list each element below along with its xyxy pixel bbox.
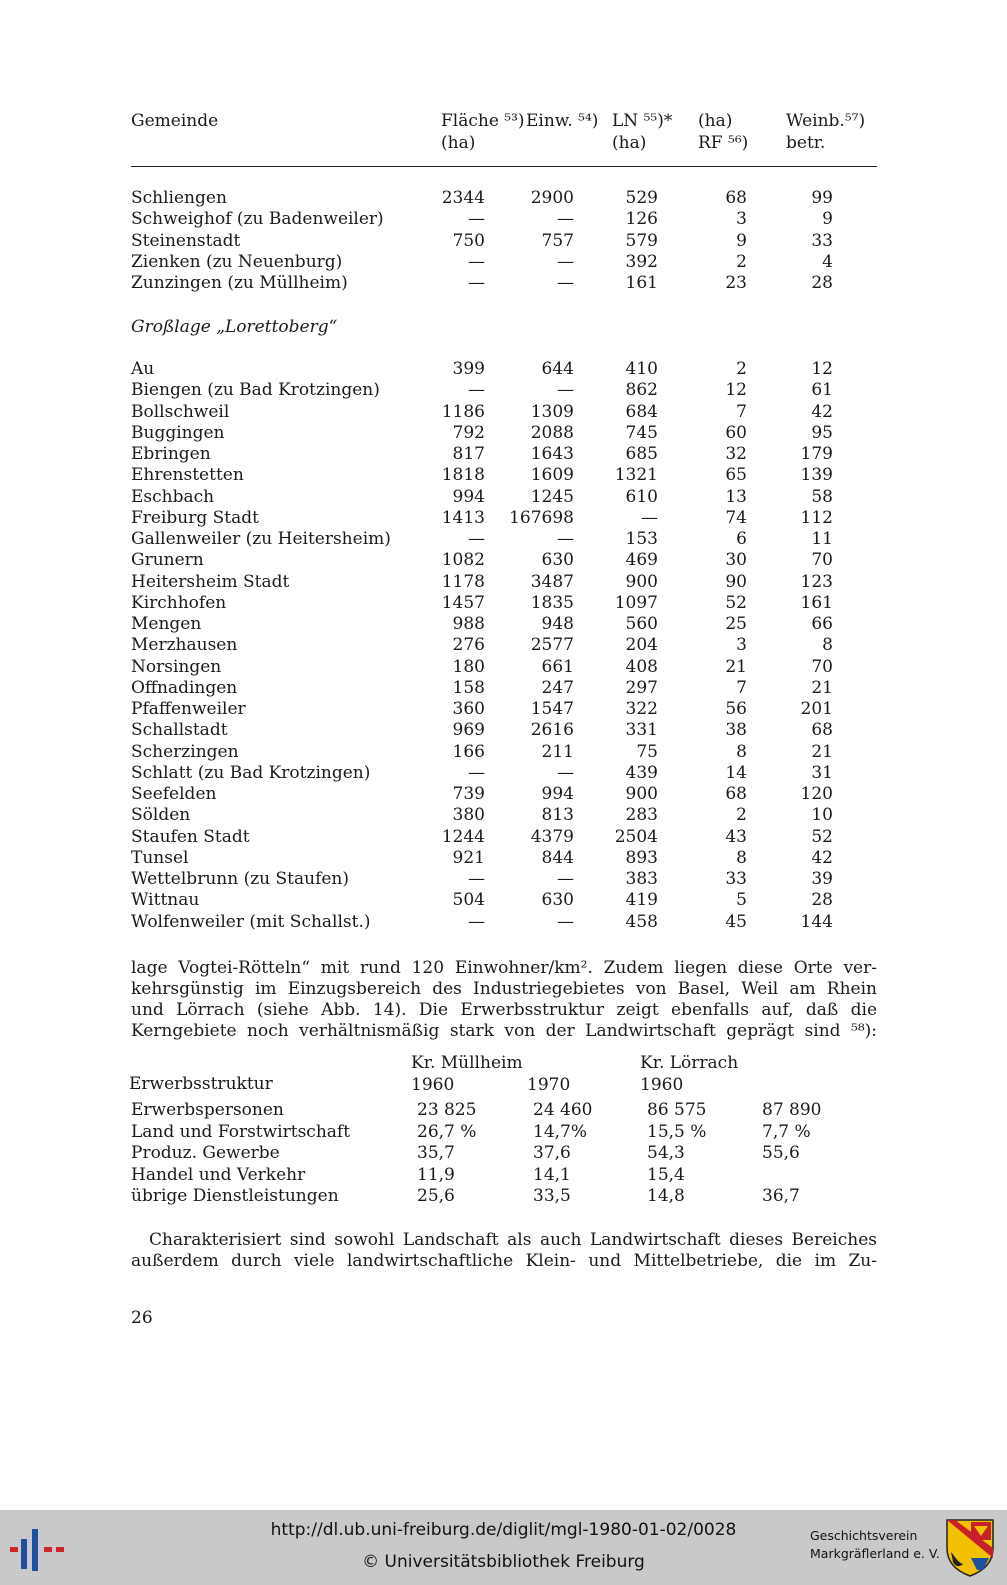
- footer-copyright: © Universitätsbibliothek Freiburg: [362, 1552, 645, 1572]
- header-ha: (ha): [698, 111, 733, 131]
- rf-value: 2: [736, 251, 747, 272]
- ln-value: 684: [625, 401, 658, 422]
- rf-value: 6: [736, 529, 747, 549]
- municipality-name: Buggingen: [131, 422, 225, 443]
- ln-value: 331: [625, 720, 658, 741]
- area-value: 1186: [441, 401, 485, 422]
- wine-farms-value: 21: [811, 741, 833, 762]
- paragraph-line: und Lörrach (siehe Abb. 14). Die Erwerbsstruktur zeigt ebenfalls auf, daß die: [131, 1000, 877, 1020]
- paragraph-line: lage Vogtei-Rötteln“ mit rund 120 Einwohner/km². Zudem liegen diese Orte ver-: [131, 958, 877, 978]
- municipality-name: Bollschweil: [131, 401, 230, 422]
- municipality-name: Wittnau: [131, 890, 200, 911]
- inhabitants-value: 661: [541, 656, 574, 677]
- wine-farms-value: 139: [800, 465, 833, 486]
- rf-value: 56: [725, 699, 747, 719]
- rf-value: 7: [736, 401, 747, 422]
- area-value: —: [468, 762, 485, 783]
- municipality-name: Schliengen: [131, 188, 227, 208]
- inhabitants-value: 1643: [530, 444, 574, 464]
- inhabitants-value: 2577: [530, 635, 574, 656]
- wine-farms-value: 95: [811, 422, 833, 443]
- area-value: 1413: [441, 507, 485, 528]
- municipality-name: Schlatt (zu Bad Krotzingen): [131, 762, 371, 783]
- paragraph-line: Charakterisiert sind sowohl Landschaft als auch Landwirtschaft dieses Bereiches: [149, 1230, 877, 1250]
- ln-value: 75: [636, 741, 658, 762]
- table-row: [0, 614, 1007, 635]
- rf-value: 33: [725, 869, 747, 889]
- municipality-name: Offnadingen: [131, 677, 238, 698]
- municipality-name: Grunern: [131, 550, 204, 571]
- value-loerrach-1960: 86 575: [647, 1100, 707, 1120]
- header-gemeinde: Gemeinde: [131, 111, 219, 131]
- table-row: [0, 699, 1007, 720]
- inhabitants-value: 4379: [530, 826, 574, 847]
- municipality-name: Scherzingen: [131, 741, 239, 762]
- ln-value: 1097: [614, 592, 658, 613]
- rf-value: 14: [725, 762, 747, 783]
- value-loerrach-extra: 87 890: [762, 1100, 822, 1120]
- header-einw: Einw. ⁵⁴): [526, 111, 599, 131]
- municipality-name: Kirchhofen: [131, 592, 227, 613]
- inhabitants-value: 994: [541, 784, 574, 804]
- table-row: [0, 402, 1007, 423]
- value-loerrach-1960: 15,4: [647, 1164, 685, 1185]
- wine-farms-value: 201: [800, 699, 833, 719]
- inhabitants-value: —: [557, 762, 574, 783]
- ln-value: —: [641, 507, 658, 528]
- municipality-name: Schweighof (zu Badenweiler): [131, 209, 384, 230]
- header-year-2: 1970: [527, 1075, 571, 1095]
- value-loerrach-extra: 55,6: [762, 1143, 800, 1163]
- value-loerrach-extra: 36,7: [762, 1186, 800, 1206]
- municipality-name: Mengen: [131, 614, 202, 634]
- wine-farms-value: 144: [800, 911, 833, 932]
- header-ln-unit: (ha): [612, 133, 647, 153]
- header-weinb: Weinb.⁵⁷): [786, 111, 866, 131]
- rf-value: 45: [725, 911, 747, 932]
- table-row: [0, 572, 1007, 593]
- wine-farms-value: 42: [811, 401, 833, 422]
- category-name: Produz. Gewerbe: [131, 1143, 280, 1163]
- inhabitants-value: —: [557, 529, 574, 549]
- area-value: 792: [452, 422, 485, 443]
- area-value: 1457: [441, 592, 485, 613]
- rf-value: 90: [725, 571, 747, 592]
- ln-value: 529: [625, 188, 658, 208]
- inhabitants-value: —: [557, 911, 574, 932]
- table-row: [0, 380, 1007, 401]
- header-year-1: 1960: [411, 1075, 455, 1095]
- category-name: Erwerbspersonen: [131, 1100, 284, 1120]
- wine-farms-value: 68: [811, 720, 833, 741]
- wine-farms-value: 4: [822, 251, 833, 272]
- table-row: [0, 465, 1007, 486]
- ln-value: 126: [625, 209, 658, 230]
- table-row: [0, 890, 1007, 911]
- wine-farms-value: 61: [811, 380, 833, 401]
- ln-value: 383: [625, 869, 658, 889]
- area-value: 1818: [441, 465, 485, 486]
- table-row: [0, 423, 1007, 444]
- inhabitants-value: 844: [541, 847, 574, 868]
- municipality-name: Ebringen: [131, 444, 211, 464]
- ln-value: 2504: [614, 826, 658, 847]
- municipality-name: Au: [131, 359, 155, 379]
- wine-farms-value: 9: [822, 209, 833, 230]
- table-row: [0, 763, 1007, 784]
- area-value: 180: [452, 656, 485, 677]
- wine-farms-value: 70: [811, 656, 833, 677]
- value-muellheim-1970: 14,7%: [533, 1121, 588, 1142]
- header-flaeche: Fläche ⁵³): [441, 111, 525, 131]
- area-value: 1244: [441, 826, 485, 847]
- rf-value: 60: [725, 422, 747, 443]
- inhabitants-value: 1609: [530, 465, 574, 486]
- header-flaeche-unit: (ha): [441, 133, 476, 153]
- table-row: [0, 869, 1007, 890]
- rf-value: 5: [736, 890, 747, 911]
- rf-value: 2: [736, 359, 747, 379]
- ln-value: 862: [625, 380, 658, 401]
- wine-farms-value: 120: [800, 784, 833, 804]
- value-muellheim-1970: 33,5: [533, 1186, 571, 1206]
- table-row: [0, 252, 1007, 273]
- table-row: [0, 550, 1007, 571]
- table-row: [0, 593, 1007, 614]
- ln-value: 893: [625, 847, 658, 868]
- ln-value: 900: [625, 784, 658, 804]
- municipality-name: Eschbach: [131, 486, 215, 507]
- table-row: [0, 1122, 1007, 1143]
- society-name: [810, 1527, 940, 1563]
- wine-farms-value: 112: [800, 507, 833, 528]
- rf-value: 65: [725, 465, 747, 486]
- value-muellheim-1970: 24 460: [533, 1100, 593, 1120]
- area-value: 276: [452, 635, 485, 656]
- paragraph-line: außerdem durch viele landwirtschaftliche Klein- und Mittelbetriebe, die im Zu-: [131, 1251, 877, 1271]
- municipality-name: Norsingen: [131, 656, 222, 677]
- ln-value: 458: [625, 911, 658, 932]
- wine-farms-value: 28: [811, 890, 833, 911]
- ln-value: 392: [625, 251, 658, 272]
- municipality-name: Sölden: [131, 805, 191, 826]
- ln-value: 410: [625, 359, 658, 379]
- rf-value: 7: [736, 677, 747, 698]
- ln-value: 439: [625, 762, 658, 783]
- wine-farms-value: 179: [800, 444, 833, 464]
- inhabitants-value: —: [557, 273, 574, 294]
- area-value: 399: [452, 359, 485, 379]
- area-value: 739: [452, 784, 485, 804]
- inhabitants-value: 2616: [530, 720, 574, 741]
- rf-value: 8: [736, 847, 747, 868]
- municipality-name: Wolfenweiler (mit Schallst.): [131, 911, 371, 932]
- rf-value: 23: [725, 273, 747, 294]
- municipality-name: Wettelbrunn (zu Staufen): [131, 869, 350, 889]
- municipality-name: Heitersheim Stadt: [131, 571, 290, 592]
- rf-value: 13: [725, 486, 747, 507]
- section-title: Großlage „Lorettoberg“: [131, 317, 338, 337]
- inhabitants-value: 3487: [530, 571, 574, 592]
- inhabitants-value: 813: [541, 805, 574, 826]
- municipality-name: Seefelden: [131, 784, 217, 804]
- ln-value: 745: [625, 422, 658, 443]
- table-row: [0, 784, 1007, 805]
- municipality-name: Tunsel: [131, 847, 189, 868]
- ln-value: 900: [625, 571, 658, 592]
- rf-value: 25: [725, 614, 747, 634]
- inhabitants-value: 1309: [530, 401, 574, 422]
- ln-value: 283: [625, 805, 658, 826]
- wine-farms-value: 39: [811, 869, 833, 889]
- ln-value: 469: [625, 550, 658, 571]
- inhabitants-value: —: [557, 251, 574, 272]
- wine-farms-value: 99: [811, 188, 833, 208]
- ln-value: 610: [625, 486, 658, 507]
- table-row: [0, 720, 1007, 741]
- rf-value: 8: [736, 741, 747, 762]
- society-line-1: Geschichtsverein: [810, 1528, 918, 1543]
- inhabitants-value: 2900: [530, 188, 574, 208]
- category-name: Handel und Verkehr: [131, 1164, 306, 1185]
- value-muellheim-1960: 35,7: [417, 1143, 455, 1163]
- rf-value: 38: [725, 720, 747, 741]
- rf-value: 68: [725, 784, 747, 804]
- wine-farms-value: 11: [811, 529, 833, 549]
- area-value: 360: [452, 699, 485, 719]
- table-row: [0, 1186, 1007, 1207]
- wine-farms-value: 70: [811, 550, 833, 571]
- area-value: 2344: [441, 188, 485, 208]
- area-value: 969: [452, 720, 485, 741]
- rf-value: 43: [725, 826, 747, 847]
- table-row: [0, 359, 1007, 380]
- ln-value: 297: [625, 677, 658, 698]
- value-muellheim-1960: 25,6: [417, 1186, 455, 1206]
- wine-farms-value: 123: [800, 571, 833, 592]
- wine-farms-value: 21: [811, 677, 833, 698]
- inhabitants-value: 1245: [530, 486, 574, 507]
- area-value: 817: [452, 444, 485, 464]
- municipality-name: Ehrenstetten: [131, 465, 244, 486]
- header-rule: [131, 166, 877, 167]
- value-loerrach-1960: 14,8: [647, 1186, 685, 1206]
- value-muellheim-1970: 37,6: [533, 1143, 571, 1163]
- area-value: 988: [452, 614, 485, 634]
- header-rf: RF ⁵⁶): [698, 133, 749, 153]
- paragraph-line: Kerngebiete noch verhältnismäßig stark von der Landwirtschaft geprägt sind ⁵⁸):: [131, 1021, 877, 1041]
- header-betr: betr.: [786, 133, 826, 153]
- inhabitants-value: —: [557, 380, 574, 401]
- category-name: übrige Dienstleistungen: [131, 1186, 339, 1206]
- area-value: 504: [452, 890, 485, 911]
- municipality-name: Zienken (zu Neuenburg): [131, 251, 343, 272]
- table-row: [0, 827, 1007, 848]
- inhabitants-value: 644: [541, 359, 574, 379]
- paragraph-2: [131, 1230, 877, 1272]
- table-row: [0, 678, 1007, 699]
- area-value: —: [468, 251, 485, 272]
- wine-farms-value: 33: [811, 230, 833, 251]
- table-row: [0, 1143, 1007, 1164]
- paragraph-line: kehrsgünstig im Einzugsbereich des Industriegebietes von Basel, Weil am Rhein: [131, 979, 877, 999]
- table-row: [0, 912, 1007, 933]
- table-row: [0, 444, 1007, 465]
- municipality-name: Schallstadt: [131, 720, 228, 741]
- municipality-name: Steinenstadt: [131, 230, 241, 251]
- ln-value: 685: [625, 444, 658, 464]
- inhabitants-value: 1547: [530, 699, 574, 719]
- municipality-name: Merzhausen: [131, 635, 238, 656]
- footer-url[interactable]: http://dl.ub.uni-freiburg.de/diglit/mgl-1980-01-02/0028: [270, 1520, 737, 1540]
- municipality-name: Freiburg Stadt: [131, 507, 259, 528]
- wine-farms-value: 58: [811, 486, 833, 507]
- value-muellheim-1960: 11,9: [417, 1164, 455, 1185]
- table-row: [0, 1165, 1007, 1186]
- rf-value: 74: [725, 507, 747, 528]
- table-row: [0, 1100, 1007, 1121]
- rf-value: 32: [725, 444, 747, 464]
- ln-value: 560: [625, 614, 658, 634]
- inhabitants-value: 2088: [530, 422, 574, 443]
- value-loerrach-1960: 54,3: [647, 1143, 685, 1163]
- inhabitants-value: —: [557, 209, 574, 230]
- header-kr-loerrach: Kr. Lörrach: [640, 1053, 739, 1073]
- table-row: [0, 529, 1007, 550]
- area-value: 750: [452, 230, 485, 251]
- inhabitants-value: 167698: [509, 507, 574, 528]
- value-loerrach-1960: 15,5 %: [647, 1121, 707, 1142]
- table-row: [0, 508, 1007, 529]
- wine-farms-value: 42: [811, 847, 833, 868]
- ln-value: 153: [625, 529, 658, 549]
- inhabitants-value: 757: [541, 230, 574, 251]
- value-muellheim-1970: 14,1: [533, 1164, 571, 1185]
- page-number: 26: [131, 1308, 153, 1328]
- wine-farms-value: 28: [811, 273, 833, 294]
- inhabitants-value: 211: [541, 741, 574, 762]
- ln-value: 161: [625, 273, 658, 294]
- area-value: —: [468, 911, 485, 932]
- ln-value: 1321: [614, 465, 658, 486]
- ln-value: 408: [625, 656, 658, 677]
- ln-value: 204: [625, 635, 658, 656]
- rf-value: 30: [725, 550, 747, 571]
- area-value: 1178: [441, 571, 485, 592]
- municipality-name: Biengen (zu Bad Krotzingen): [131, 380, 380, 401]
- wine-farms-value: 10: [811, 805, 833, 826]
- table-row: [0, 487, 1007, 508]
- inhabitants-value: 630: [541, 890, 574, 911]
- wine-farms-value: 31: [811, 762, 833, 783]
- value-muellheim-1960: 26,7 %: [417, 1121, 477, 1142]
- area-value: —: [468, 529, 485, 549]
- area-value: 994: [452, 486, 485, 507]
- table-row: [0, 805, 1007, 826]
- paragraph-1: [131, 958, 877, 1042]
- table-row: [0, 742, 1007, 763]
- inhabitants-value: 247: [541, 677, 574, 698]
- rf-value: 21: [725, 656, 747, 677]
- header-erwerbsstruktur: Erwerbsstruktur: [129, 1074, 273, 1094]
- municipality-name: Zunzingen (zu Müllheim): [131, 273, 348, 294]
- area-value: 921: [452, 847, 485, 868]
- inhabitants-value: 630: [541, 550, 574, 571]
- table-row: [0, 273, 1007, 294]
- rf-value: 2: [736, 805, 747, 826]
- table-row: [0, 635, 1007, 656]
- rf-value: 52: [725, 592, 747, 613]
- header-ln: LN ⁵⁵)*: [612, 111, 673, 131]
- header-kr-muellheim: Kr. Müllheim: [411, 1053, 523, 1073]
- area-value: 158: [452, 677, 485, 698]
- inhabitants-value: —: [557, 869, 574, 889]
- area-value: —: [468, 209, 485, 230]
- table-row: [0, 848, 1007, 869]
- header-year-3: 1960: [640, 1075, 684, 1095]
- rf-value: 9: [736, 230, 747, 251]
- area-value: 1082: [441, 550, 485, 571]
- coat-of-arms-icon: [945, 1518, 995, 1578]
- table-row: [0, 231, 1007, 252]
- value-muellheim-1960: 23 825: [417, 1100, 477, 1120]
- inhabitants-value: 948: [541, 614, 574, 634]
- rf-value: 3: [736, 209, 747, 230]
- wine-farms-value: 66: [811, 614, 833, 634]
- municipality-name: Staufen Stadt: [131, 826, 250, 847]
- inhabitants-value: 1835: [530, 592, 574, 613]
- wine-farms-value: 8: [822, 635, 833, 656]
- municipality-name: Gallenweiler (zu Heitersheim): [131, 529, 391, 549]
- table-row: [0, 188, 1007, 209]
- area-value: —: [468, 869, 485, 889]
- wine-farms-value: 161: [800, 592, 833, 613]
- rf-value: 68: [725, 188, 747, 208]
- municipality-name: Pfaffenweiler: [131, 699, 246, 719]
- ln-value: 579: [625, 230, 658, 251]
- table-row: [0, 657, 1007, 678]
- society-line-2: Markgräflerland e. V.: [810, 1546, 940, 1561]
- table-row: [0, 209, 1007, 230]
- wine-farms-value: 12: [811, 359, 833, 379]
- ln-value: 419: [625, 890, 658, 911]
- rf-value: 3: [736, 635, 747, 656]
- category-name: Land und Forstwirtschaft: [131, 1121, 351, 1142]
- footer-bar: [0, 1510, 1007, 1585]
- area-value: —: [468, 273, 485, 294]
- value-loerrach-extra: 7,7 %: [762, 1121, 811, 1142]
- area-value: —: [468, 380, 485, 401]
- wine-farms-value: 52: [811, 826, 833, 847]
- rf-value: 12: [725, 380, 747, 401]
- area-value: 166: [452, 741, 485, 762]
- area-value: 380: [452, 805, 485, 826]
- ln-value: 322: [625, 699, 658, 719]
